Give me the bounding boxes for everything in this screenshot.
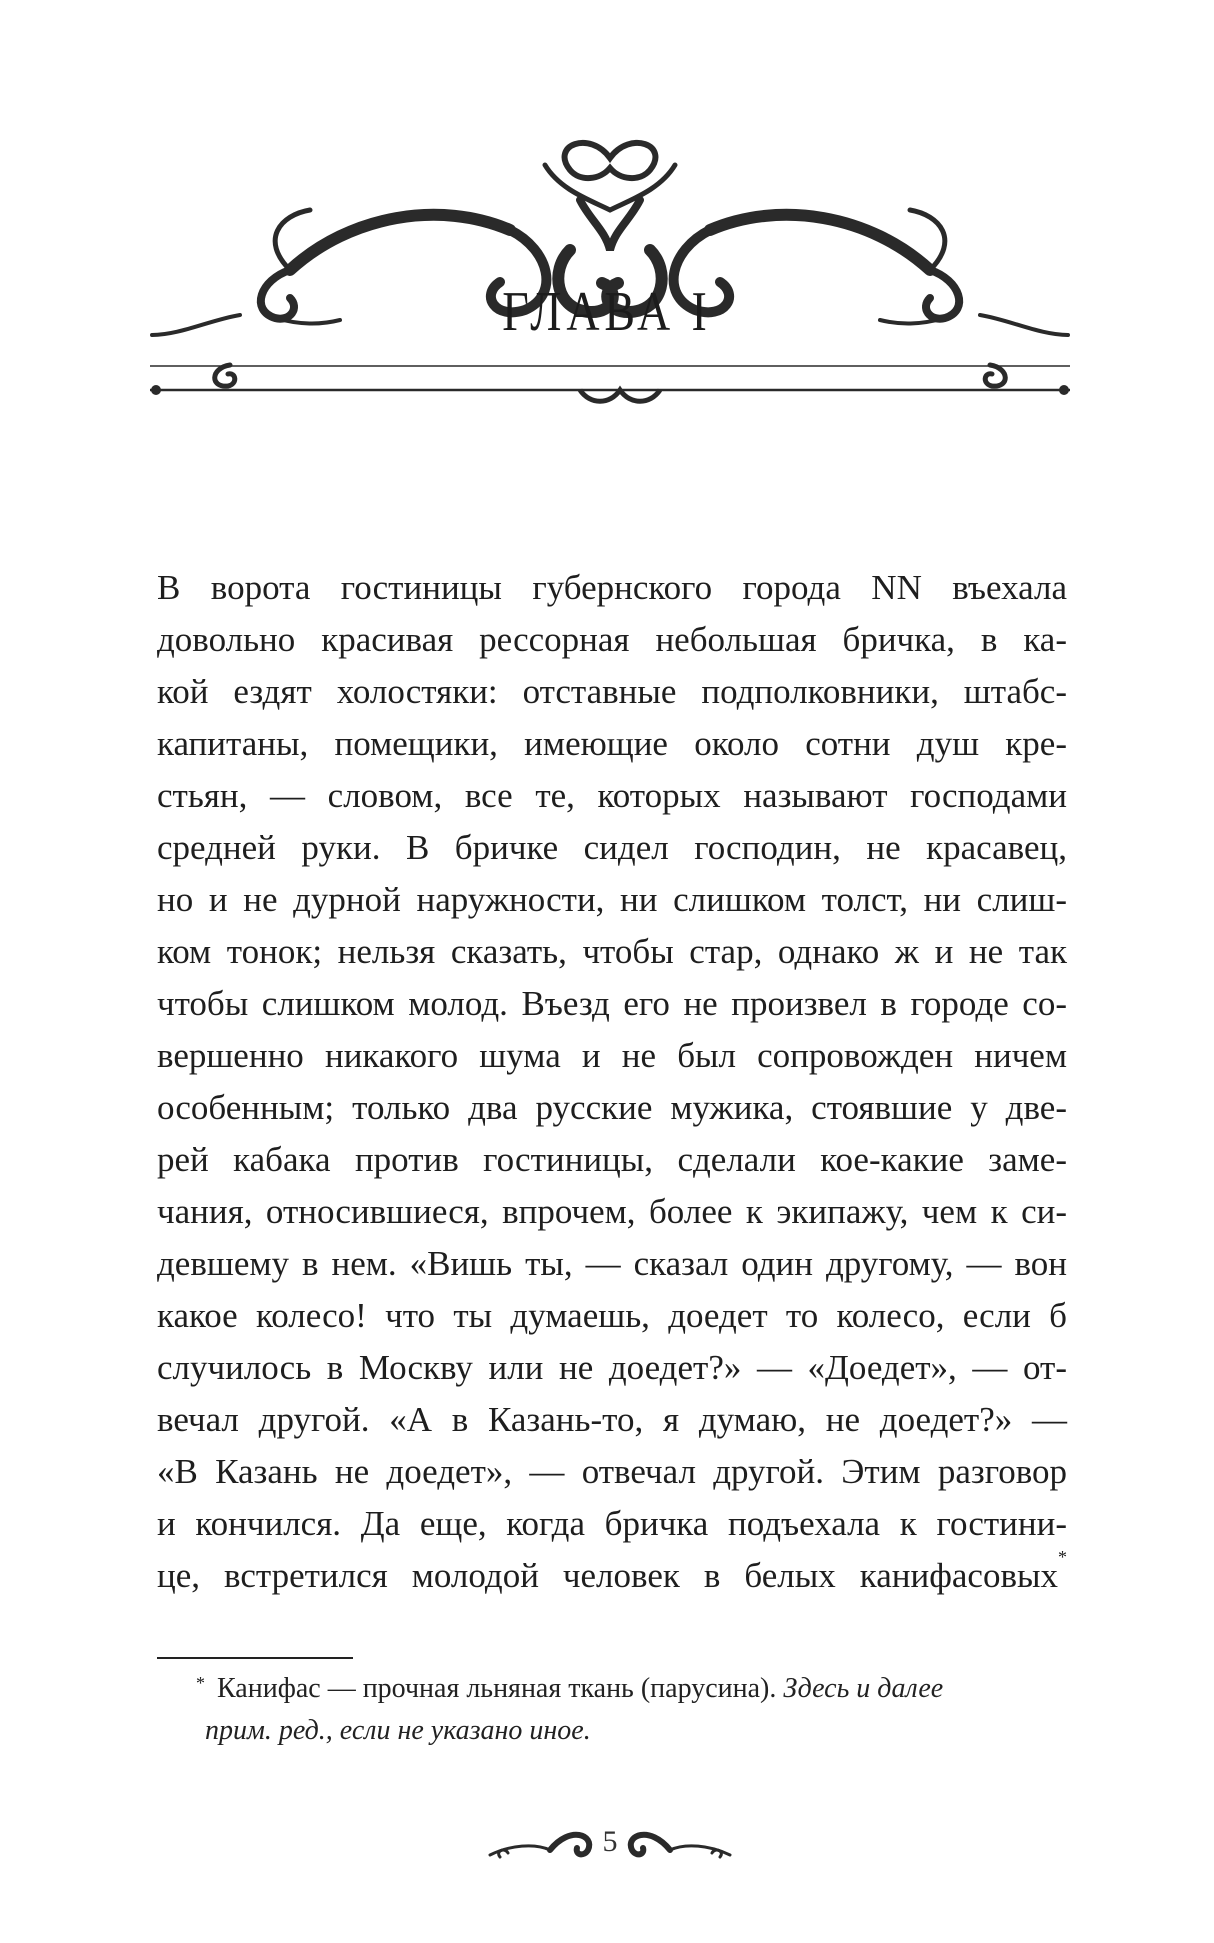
- text-line: довольно красивая рессорная небольшая бричка, в ка-: [157, 620, 1067, 659]
- text-line: «В Казань не доедет», — отвечал другой. Этим разговор: [157, 1452, 1067, 1491]
- folio: [480, 1815, 740, 1875]
- text-line: В ворота гостиницы губернского города NN въехала: [157, 568, 1067, 607]
- text-line: ком тонок; нельзя сказать, чтобы стар, однако ж и не так: [157, 932, 1067, 971]
- text-line: вечал другой. «А в Казань-то, я думаю, не доедет?» —: [157, 1400, 1067, 1439]
- chapter-header-ornament: [150, 120, 1070, 410]
- text-line: капитаны, помещики, имеющие около сотни душ кре-: [157, 724, 1067, 763]
- page-number: 5: [602, 1825, 618, 1858]
- body-text: [157, 562, 1067, 1602]
- footnote-mark: *: [196, 1673, 205, 1693]
- text-line: стьян, — словом, все те, которых называют господами: [157, 776, 1067, 815]
- chapter-title: ГЛАВА I: [502, 281, 712, 343]
- footnote-reference[interactable]: *: [1058, 1547, 1067, 1567]
- text-line: какое колесо! что ты думаешь, доедет то колесо, если б: [157, 1296, 1067, 1335]
- footnote-italic-note: Здесь и далее: [783, 1673, 944, 1704]
- text-line: рей кабака против гостиницы, сделали кое-какие заме-: [157, 1140, 1067, 1179]
- text-line-with-footnote-ref: [157, 1547, 1067, 1602]
- text-line: но и не дурной наружности, ни слишком толст, ни слиш-: [157, 880, 1067, 919]
- text-line: и кончился. Да еще, когда бричка подъехала к гостини-: [157, 1504, 1067, 1543]
- footnote-italic-note-cont: прим. ред., если не указано иное.: [205, 1715, 591, 1746]
- text-line: вершенно никакого шума и не был сопровожден ничем: [157, 1036, 1067, 1075]
- footnote-separator: [157, 1657, 353, 1659]
- text-line: особенным; только два русские мужика, стоявшие у две-: [157, 1088, 1067, 1127]
- text-line: средней руки. В бричке сидел господин, не красавец,: [157, 828, 1067, 867]
- footnote: [157, 1668, 1067, 1752]
- text-line: кой ездят холостяки: отставные подполковники, штабс-: [157, 672, 1067, 711]
- text-line: случилось в Москву или не доедет?» — «Доедет», — от-: [157, 1348, 1067, 1387]
- footnote-text: Канифас — прочная льняная ткань (парусина).: [217, 1673, 777, 1704]
- text-line: чтобы слишком молод. Въезд его не произвел в городе со-: [157, 984, 1067, 1023]
- text-line: девшему в нем. «Вишь ты, — сказал один другому, — вон: [157, 1244, 1067, 1283]
- text-line: чания, относившиеся, впрочем, более к экипажу, чем к си-: [157, 1192, 1067, 1231]
- text-line: це, встретился молодой человек в белых канифасовых: [157, 1556, 1058, 1595]
